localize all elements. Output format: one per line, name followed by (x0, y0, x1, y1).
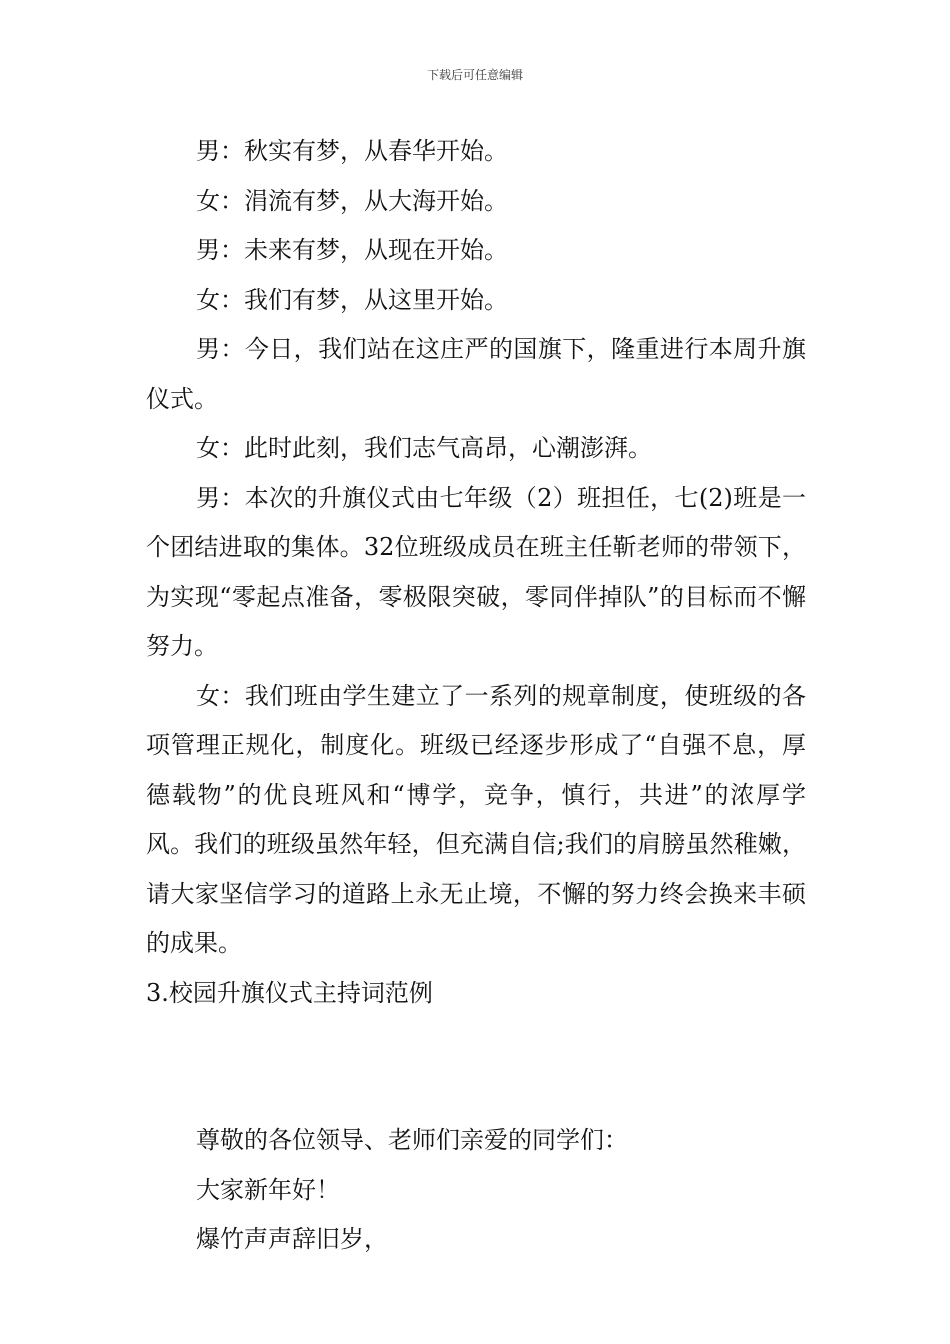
paragraph: 男：秋实有梦，从春华开始。 (196, 137, 508, 165)
section-heading: 3.校园升旗仪式主持词范例 (146, 978, 433, 1007)
page-header: 下载后可任意编辑 (426, 68, 523, 82)
paragraph: 爆竹声声辞旧岁， (196, 1225, 388, 1253)
paragraph: 男：今日，我们站在这庄严的国旗下，隆重进行本周升旗仪式。 (146, 335, 806, 413)
paragraph: 女：此时此刻，我们志气高昂，心潮澎湃。 (196, 434, 652, 462)
paragraph: 尊敬的各位领导、老师们亲爱的同学们： (196, 1126, 628, 1154)
speech-opening (146, 1116, 806, 1265)
paragraph: 大家新年好！ (196, 1175, 340, 1204)
blank-space (146, 1018, 806, 1116)
paragraph: 女：我们有梦，从这里开始。 (196, 285, 508, 314)
paragraph: 男：未来有梦，从现在开始。 (196, 236, 508, 264)
paragraph: 男：本次的升旗仪式由七年级（2）班担任，七(2)班是一个团结进取的集体。32位班级成员在班主任靳老师的带领下，为实现“零起点准备，零极限突破，零同伴掉队”的目标而不懈努力。 (146, 483, 806, 660)
document-body (146, 127, 806, 1265)
paragraph: 女：涓流有梦，从大海开始。 (196, 186, 508, 215)
paragraph: 女：我们班由学生建立了一系列的规章制度，使班级的各项管理正规化，制度化。班级已经逐步形成了“自强不息，厚德载物”的优良班风和“博学，竞争，慎行，共进”的浓厚学风。我们的班级虽然年轻，但充满自信;我们的肩膀虽然稚嫩，请大家坚信学习的道路上永无止境，不懈的努力终会换来丰硕的成果。 (146, 681, 806, 957)
